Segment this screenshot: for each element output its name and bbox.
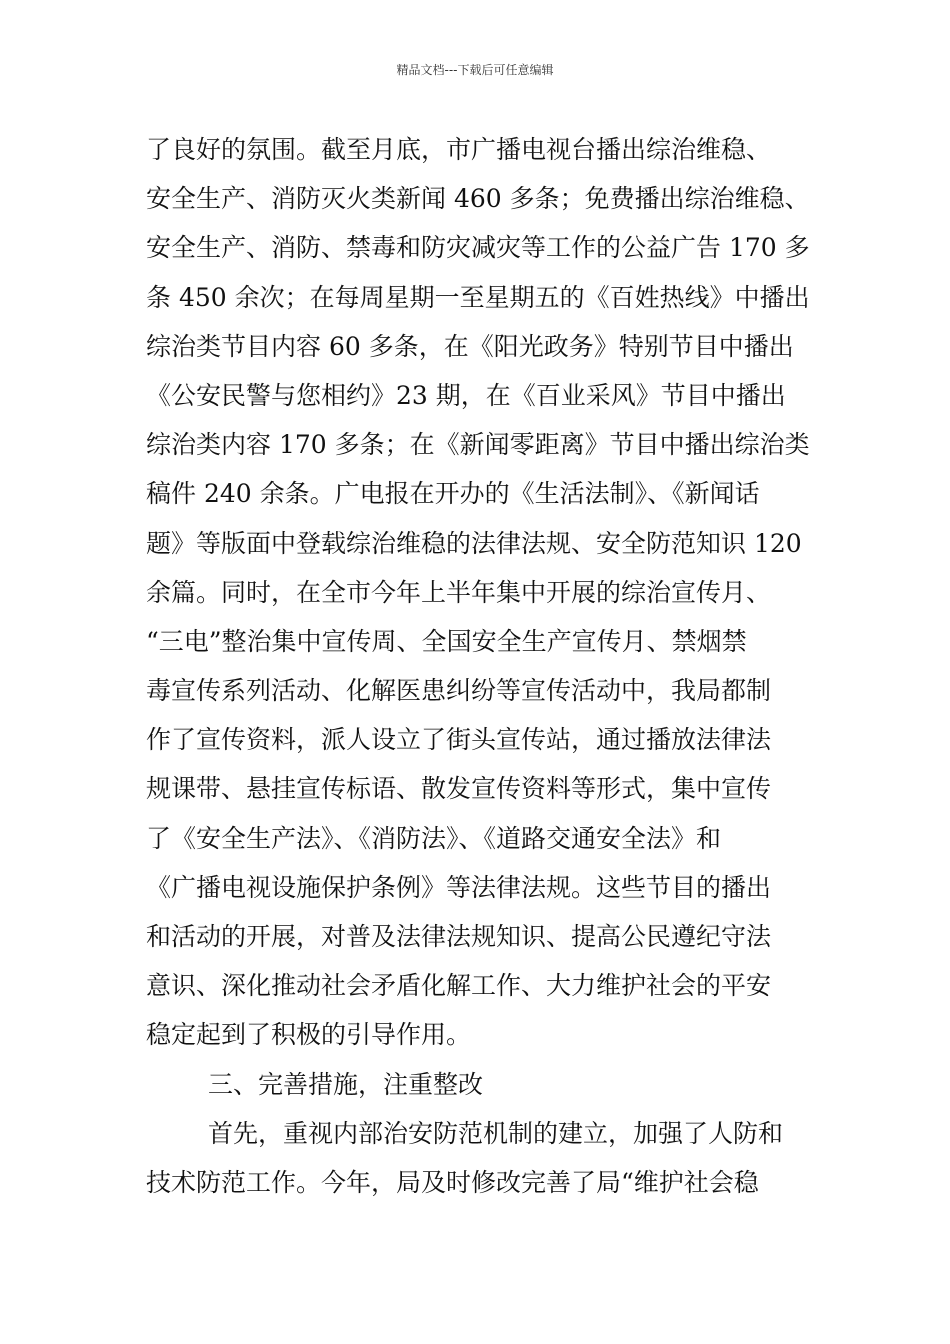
paragraph-2 <box>146 1109 810 1207</box>
text-line: 安全生产、消防灭火类新闻 460 多条；免费播出综治维稳、 <box>146 184 810 214</box>
text-line: 了《安全生产法》、《消防法》、《道路交通安全法》和 <box>146 823 722 853</box>
text-line: 稳定起到了积极的引导作用。 <box>146 1020 472 1050</box>
text-line: 《广播电视设施保护条例》等法律法规。这些节目的播出 <box>146 872 772 902</box>
text-line: 技术防范工作。今年，局及时修改完善了局“维护社会稳 <box>146 1167 759 1197</box>
text-line: 首先，重视内部治安防范机制的建立，加强了人防和 <box>208 1118 784 1148</box>
text-line: 题》等版面中登载综治维稳的法律法规、安全防范知识 120 <box>146 528 802 558</box>
text-line: 条 450 余次；在每周星期一至星期五的《百姓热线》中播出 <box>146 282 810 312</box>
text-line: 余篇。同时，在全市今年上半年集中开展的综治宣传月、 <box>146 577 772 607</box>
text-line: 《公安民警与您相约》23 期，在《百业采风》节目中播出 <box>146 380 786 410</box>
document-body <box>146 125 810 1207</box>
text-line: 综治类内容 170 多条；在《新闻零距离》节目中播出综治类 <box>146 430 810 460</box>
page-header: 精品文档---下载后可任意编辑 <box>396 63 554 77</box>
section-heading: 三、完善措施，注重整改 <box>208 1069 484 1099</box>
text-line: 安全生产、消防、禁毒和防灾减灾等工作的公益广告 170 多 <box>146 233 810 263</box>
text-line: 作了宣传资料，派人设立了街头宣传站，通过播放法律法 <box>146 725 772 755</box>
text-line: 意识、深化推动社会矛盾化解工作、大力维护社会的平安 <box>146 971 772 1001</box>
text-line: 综治类节目内容 60 多条，在《阳光政务》特别节目中播出 <box>146 331 794 361</box>
text-line: “三电”整治集中宣传周、全国安全生产宣传月、禁烟禁 <box>146 626 747 656</box>
text-line: 稿件 240 余条。广电报在开办的《生活法制》、《新闻话 <box>146 479 760 509</box>
text-line: 毒宣传系列活动、化解医患纠纷等宣传活动中，我局都制 <box>146 676 772 706</box>
paragraph-1 <box>146 125 810 1060</box>
text-line: 了良好的氛围。截至月底，市广播电视台播出综治维稳、 <box>146 135 772 164</box>
text-line: 规课带、悬挂宣传标语、散发宣传资料等形式，集中宣传 <box>146 774 772 804</box>
text-line: 和活动的开展，对普及法律法规知识、提高公民遵纪守法 <box>146 922 772 951</box>
